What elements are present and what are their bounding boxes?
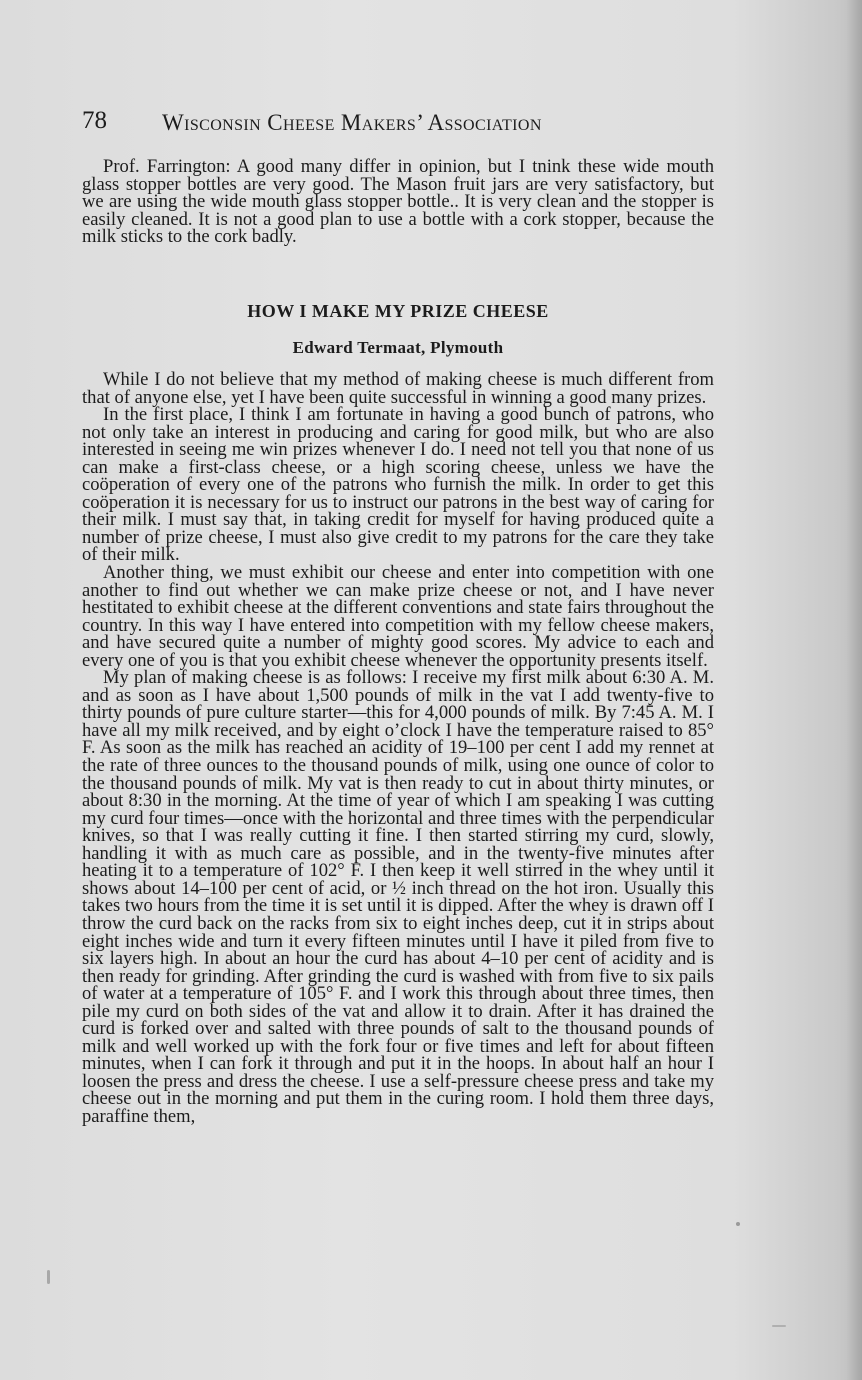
page-number: 78: [82, 107, 107, 134]
running-head: Wisconsin Cheese Makers’ Association: [162, 110, 542, 135]
page-edge-shadow: [846, 0, 862, 1380]
article-paragraph: My plan of making cheese is as follows: I receive my first milk about 6:30 A. M. and as soon as I have about 1,500 pounds of milk in the vat I add twenty-five to thirty pounds of pure culture starter—this for 4,000 pounds of milk. By 7:45 A. M. I have all my milk received, and by eight o’clock I have the temperature raised to 85° F. As soon as the milk has reached an acidity of 19–100 per cent I add my rennet at the rate of three ounces to the thousand pounds of milk, using one ounce of color to the thousand pounds of milk. My vat is then ready to cut in about thirty minutes, or about 8:30 in the morning. At the time of year of which I am speaking I was cutting my curd four times—once with the horizontal and three times with the perpendicular knives, so that I was really cutting it fine. I then started stirring my curd, slowly, handling it with as much care as possible, and in the twenty-five minutes after heating it to a temperature of 102° F. I then keep it well stirred in the whey until it shows about 14–100 per cent of acid, or ½ inch thread on the hot iron. Usually this takes two hours from the time it is set until it is dipped. After the whey is drawn off I throw the curd back on the racks from six to eight inches deep, cut it in strips about eight inches wide and turn it every fifteen minutes until I have it piled from five to six layers high. In about an hour the curd has about 4–10 per cent of acidity and is then ready for grinding. After grinding the curd is washed with from five to six pails of water at a temperature of 105° F. and I work this through about three times, then pile my curd on both sides of the vat and allow it to drain. After it has drained the curd is forked over and salted with three pounds of salt to the thousand pounds of milk and well worked up with the fork four or five times and left for about fifteen minutes, when I can fork it through and put it in the hoops. In about half an hour I loosen the press and dress the cheese. I use a self-pressure cheese press and take my cheese out in the morning and put them in the curing room. I hold them three days, paraffine them,: [82, 667, 714, 1127]
scan-speck: [772, 1325, 786, 1327]
article-paragraph: Another thing, we must exhibit our cheese and enter into competition with one another to find out whether we can make prize cheese or not, and I have never hestitated to exhibit cheese at the different conventions and state fairs throughout the country. In this way I have entered into competition with my fellow cheese makers, and have secured quite a number of mighty good scores. My advice to each and every one of you is that you exhibit cheese whenever the opportunity presents itself.: [82, 562, 714, 671]
intro-section: [82, 158, 714, 246]
article-paragraph: While I do not believe that my method of making cheese is much different from that of anyone else, yet I have been quite successful in winning a good many prizes.: [82, 369, 714, 408]
scan-speck: [47, 1270, 50, 1284]
page-header: [82, 106, 722, 140]
article-title: HOW I MAKE MY PRIZE CHEESE: [247, 301, 549, 321]
article-body: [82, 371, 714, 1126]
article-author: Edward Termaat, Plymouth: [292, 338, 504, 357]
article-paragraph: In the first place, I think I am fortunate in having a good bunch of patrons, who not only take an interest in producing and caring for good milk, but who are also interested in seeing me win prizes whenever I do. I need not tell you that none of us can make a first-class cheese, or a high scoring cheese, unless we have the coöperation of every one of the patrons who furnish the milk. In order to get this coöperation it is necessary for us to instruct our patrons in the best way of caring for their milk. I must say that, in taking credit for myself for having produced quite a number of prize cheese, I must also give credit to my patrons for the care they take of their milk.: [82, 404, 714, 566]
intro-paragraph: Prof. Farrington: A good many differ in opinion, but I tnink these wide mouth glass stopper bottles are very good. The Mason fruit jars are very satisfactory, but we are using the wide mouth glass stopper bottle.. It is very clean and the stopper is easily cleaned. It is not a good plan to use a bottle with a cork stopper, because the milk sticks to the cork badly.: [82, 156, 714, 248]
scan-speck: [736, 1222, 740, 1226]
